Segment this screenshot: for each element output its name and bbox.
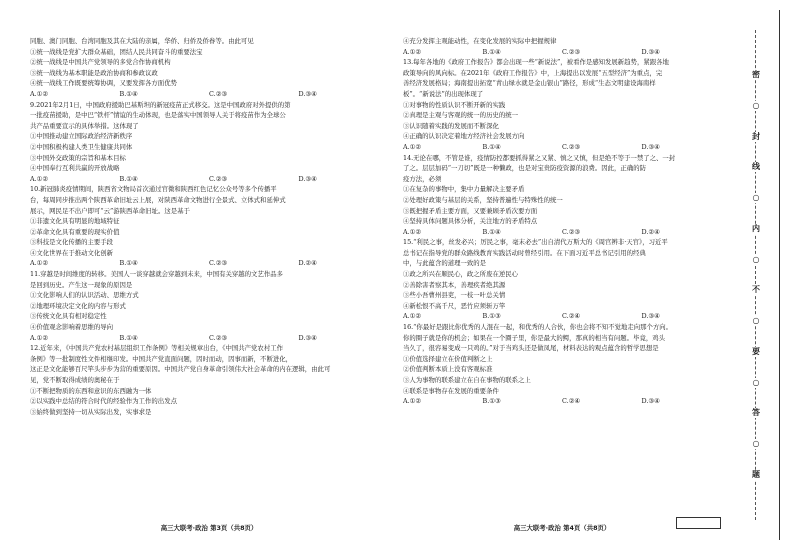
text-line: ④文化世界在于推动文化创新 (30, 248, 114, 257)
text-line: ④坚持具体问题具体分析，关注地方的矛盾特点 (403, 217, 538, 226)
answer-option: C.②③ (209, 259, 228, 268)
text-line: ④正确的认识决定着地方经济社会发展方向 (403, 132, 525, 141)
text-line: 总书记在指导党的群众路线教育实践活动时曾经引用。在下面习近平总书记引用的经典 (403, 248, 646, 257)
text-line: 了之。层层加码“一刀切”既是一种懒政，也是对宝贵防疫资源的浪费。因此，正确的防 (403, 164, 646, 173)
text-line: 当久了，很容易变成一只鸡的。”对于当鸡头还是做凤尾，材料表达的观点蕴含的哲学思想是 (403, 344, 659, 353)
answer-choices (403, 47, 721, 58)
answer-option: D.③④ (298, 174, 317, 183)
answer-option: D.③④ (641, 142, 660, 151)
text-line: 16.“你最好是跟比你优秀的人混在一起，和优秀的人合伙，你也会将不知不觉地走向那个方向。 (403, 323, 673, 332)
answer-option: B.①④ (482, 47, 501, 56)
binding-margin (738, 30, 774, 520)
answer-option: A.①② (403, 312, 422, 321)
text-line: 善经济发展格局；海南提出拓宽“青山绿水就是金山银山”路径，形成“生态文明建设海南样 (403, 79, 656, 88)
binding-circle: ○ (738, 316, 774, 326)
binding-circle: ○ (738, 439, 774, 449)
text-line: 板”。“新说法”的出现体现了 (403, 89, 484, 98)
answer-option: D.③④ (641, 312, 660, 321)
answer-option: D.③④ (298, 333, 317, 342)
text-line: ①非遗文化具有明显的地域特征 (30, 217, 120, 226)
text-line: ②真理是主观与客观的统一的历史的统一 (403, 111, 519, 120)
text-line: ②处理好政策与基层的关系，坚持普遍性与特殊性的统一 (403, 195, 563, 204)
text-line: ④新松恨不高千尺，恶竹应须斩万竿 (403, 301, 506, 310)
text-line: ④充分发挥主观能动性，在变化发展的实际中把握规律 (403, 37, 557, 45)
text-line: ④统一战线工作既要统筹协调，又要发挥各方面优势 (30, 79, 177, 88)
text-line: ①中国推动建立国际政治经济新秩序 (30, 132, 133, 141)
binding-char: 密 (738, 70, 774, 80)
binding-circle: ○ (738, 193, 774, 203)
binding-char: 内 (738, 224, 774, 234)
page-footer-left: 高三大联考·政治 第3页（共8页） (160, 524, 258, 532)
text-line: 你的圈子就是你的机会；如果在一个圈子里，你是最大的鳄，那真的相当有问题。毕竟，鸡头 (403, 333, 666, 342)
answer-option: A.①② (30, 333, 49, 342)
text-line: 9.2021年2月1日，中国政府援助巴基斯坦的新冠疫苗正式移交。这是中国政府对外提供的第 (30, 100, 291, 109)
answer-option: C.②③ (209, 333, 228, 342)
text-line: ②革命文化具有重要的现实价值 (30, 227, 120, 236)
answer-choices (403, 396, 721, 407)
text-line: ②中国积极构建人类卫生健康共同体 (30, 142, 133, 151)
answer-choices (30, 258, 388, 269)
text-line: 中，与此蕴含的道理一致的是 (403, 259, 487, 268)
text-line: ③中国外交政策的宗旨和基本目标 (30, 153, 126, 162)
answer-choices (403, 311, 721, 322)
binding-char: 要 (738, 347, 774, 357)
answer-choices (30, 89, 388, 100)
text-line: ②善除害者察其本，善理疾者绝其源 (403, 280, 506, 289)
text-line: 共产品重要宣示的具体举措。这体现了 (30, 121, 139, 130)
answer-option: C.②③ (209, 174, 228, 183)
answer-option: A.①② (403, 397, 422, 406)
outer-border-line (779, 10, 780, 540)
answer-option: C.②③ (562, 227, 581, 236)
text-line: ③传统文化具有相对稳定性 (30, 312, 107, 321)
binding-circle: ○ (738, 101, 774, 111)
answer-option: B.①④ (119, 174, 138, 183)
binding-circle: ○ (738, 378, 774, 388)
text-line: ③人为事物的联系建立在自在事物的联系之上 (403, 376, 531, 384)
text-line: 这正是文化能够百尺竿头步步为营的重要原因。中国共产党自身革命引领伟大社会革命的内在逻辑，由此可 (30, 365, 331, 374)
binding-char: 封 (738, 132, 774, 142)
text-line: ③认识随着实践的发展而不断深化 (403, 121, 499, 130)
right-column (403, 36, 721, 407)
text-line: ①文化影响人们的认识活动、思维方式 (30, 291, 139, 300)
answer-option: D.②④ (641, 227, 660, 236)
answer-option: D.③④ (641, 397, 660, 406)
text-line: 台，每周同步推出两个陕西革命旧址云上展，对陕西革命文物进行全景式、立体式和延伸式 (30, 195, 286, 204)
answer-option: D.②④ (298, 259, 317, 268)
answer-option: D.③④ (298, 89, 317, 98)
text-line: ②统一战线是中国共产党领导的多党合作协商机构 (30, 58, 171, 67)
answer-option: C.②④ (562, 397, 581, 406)
text-line: ①对事物的性质认识不断开新的实践 (403, 100, 506, 109)
text-line: ②以实践中总结的符合时代的经验作为工作的出发点 (30, 397, 177, 406)
binding-char: 不 (738, 285, 774, 295)
text-line: 11.穿越是时间维度的转移。美国人一谈穿越就会穿越到未来，中国有关穿越的文艺作品多 (30, 270, 284, 279)
text-line: 一批疫苗援助，是中巴“铁杆”情谊的生动体现，也是落实中国领导人关于将疫苗作为全球公 (30, 111, 286, 120)
text-line: ③既把握矛盾主要方面，又要兼顾矛盾次要方面 (403, 206, 538, 215)
answer-option: A.①② (30, 174, 49, 183)
binding-char: 线 (738, 162, 774, 172)
answer-option: B.①④ (482, 227, 501, 236)
text-line: 是回到历史。产生这一现象的原因是 (30, 280, 133, 289)
answer-option: B.①③ (482, 397, 501, 406)
text-line: 12.近年来，《中国共产党农村基层组织工作条例》等相关规章出台，《中国共产党农村工作 (30, 344, 283, 353)
answer-choices (403, 142, 721, 153)
text-line: ③些小吾曹州县吏，一枝一叶总关情 (403, 291, 506, 300)
text-line: 10.新冠肺炎疫情期间，陕西省文物局首次通过官微和陕西红色记忆公众号等多个传播平 (30, 185, 277, 194)
text-line: ①不断把物质的东西和意识的东西融为一体 (30, 386, 152, 395)
text-line: ③科技是文化传播的主要手段 (30, 238, 114, 247)
score-box (676, 517, 721, 529)
answer-option: B.①④ (119, 333, 138, 342)
page-footer-right: 高三大联考·政治 第4页（共8页） (513, 524, 611, 532)
text-line: ①在复杂的事物中，集中力量解决主要矛盾 (403, 185, 525, 194)
text-line: ③统一战线为基本职能是政治协商和参政议政 (30, 68, 158, 77)
answer-choices (30, 333, 388, 344)
answer-choices (30, 174, 388, 185)
text-line: ④联系是事物存在发展的重要条件 (403, 386, 499, 395)
text-line: 见，党不断取得成绩的奥秘在于 (30, 376, 120, 384)
text-line: ②地理环境决定文化的内容与形式 (30, 301, 126, 310)
binding-char: 题 (738, 470, 774, 480)
answer-option: B.①④ (119, 89, 138, 98)
answer-option: A.①② (403, 227, 422, 236)
text-line: 14.无论在哪，不管是谁，疫情防控都要抓得紧之又紧、慎之又慎，但是绝不等于一禁了之、一封 (403, 153, 676, 162)
answer-option: B.①④ (119, 259, 138, 268)
text-line: ①价值选择建立在价值判断之上 (403, 354, 493, 363)
answer-option: C.②③ (209, 89, 228, 98)
answer-choices (403, 227, 721, 238)
answer-option: C.②④ (562, 312, 581, 321)
answer-option: B.①④ (482, 142, 501, 151)
text-line: 政策导向的风向标。在2021年《政府工作报告》中，上海提出以发展“五型经济”为重点，完 (403, 68, 663, 77)
answer-option: C.②③ (562, 47, 581, 56)
text-line: ①政之所兴在顺民心，政之所废在逆民心 (403, 270, 519, 279)
text-line: ①统一战线是党扩大群众基础，团结人民共同奋斗的重要法宝 (30, 47, 203, 56)
text-line: 条例》等一批制度性文件相继印发。中国共产党直面问题，因时而动，因事而新，不断进化， (30, 354, 293, 363)
text-line: ④中国奉行互利共赢的开放战略 (30, 164, 120, 173)
binding-circle: ○ (738, 255, 774, 265)
text-line: 同胞、澳门同胞、台湾同胞及其在大陆的亲属，华侨、归侨及侨眷等。由此可见 (30, 37, 254, 45)
answer-option: A.①② (30, 259, 49, 268)
text-line: ③始终做到坚持一切从实际出发，实事求是 (30, 407, 152, 416)
answer-option: B.①③ (482, 312, 501, 321)
text-line: ②价值判断本质上没有客观标准 (403, 365, 493, 374)
text-line: ④价值观念影响着思维的导向 (30, 323, 114, 332)
answer-option: A.①② (30, 89, 49, 98)
text-line: 疫方法，必须 (403, 174, 442, 183)
left-column (30, 36, 388, 417)
answer-option: D.③④ (641, 47, 660, 56)
text-line: 13.每年各地的《政府工作报告》都会出现一些“新说法”，被看作是感知发展新趋势，紧跟各地 (403, 58, 669, 67)
text-line: 15.“利民之事，丝发必兴；厉民之事，毫末必去”出自清代万斯大的《周官辨非·天官》，习近平 (403, 238, 668, 247)
text-line: 展示，网民足不出户即可“云”游陕西革命旧址。这是基于 (30, 206, 190, 215)
answer-option: A.①② (403, 47, 422, 56)
binding-char: 答 (738, 408, 774, 418)
answer-option: C.②③ (562, 142, 581, 151)
answer-option: A.①② (403, 142, 422, 151)
